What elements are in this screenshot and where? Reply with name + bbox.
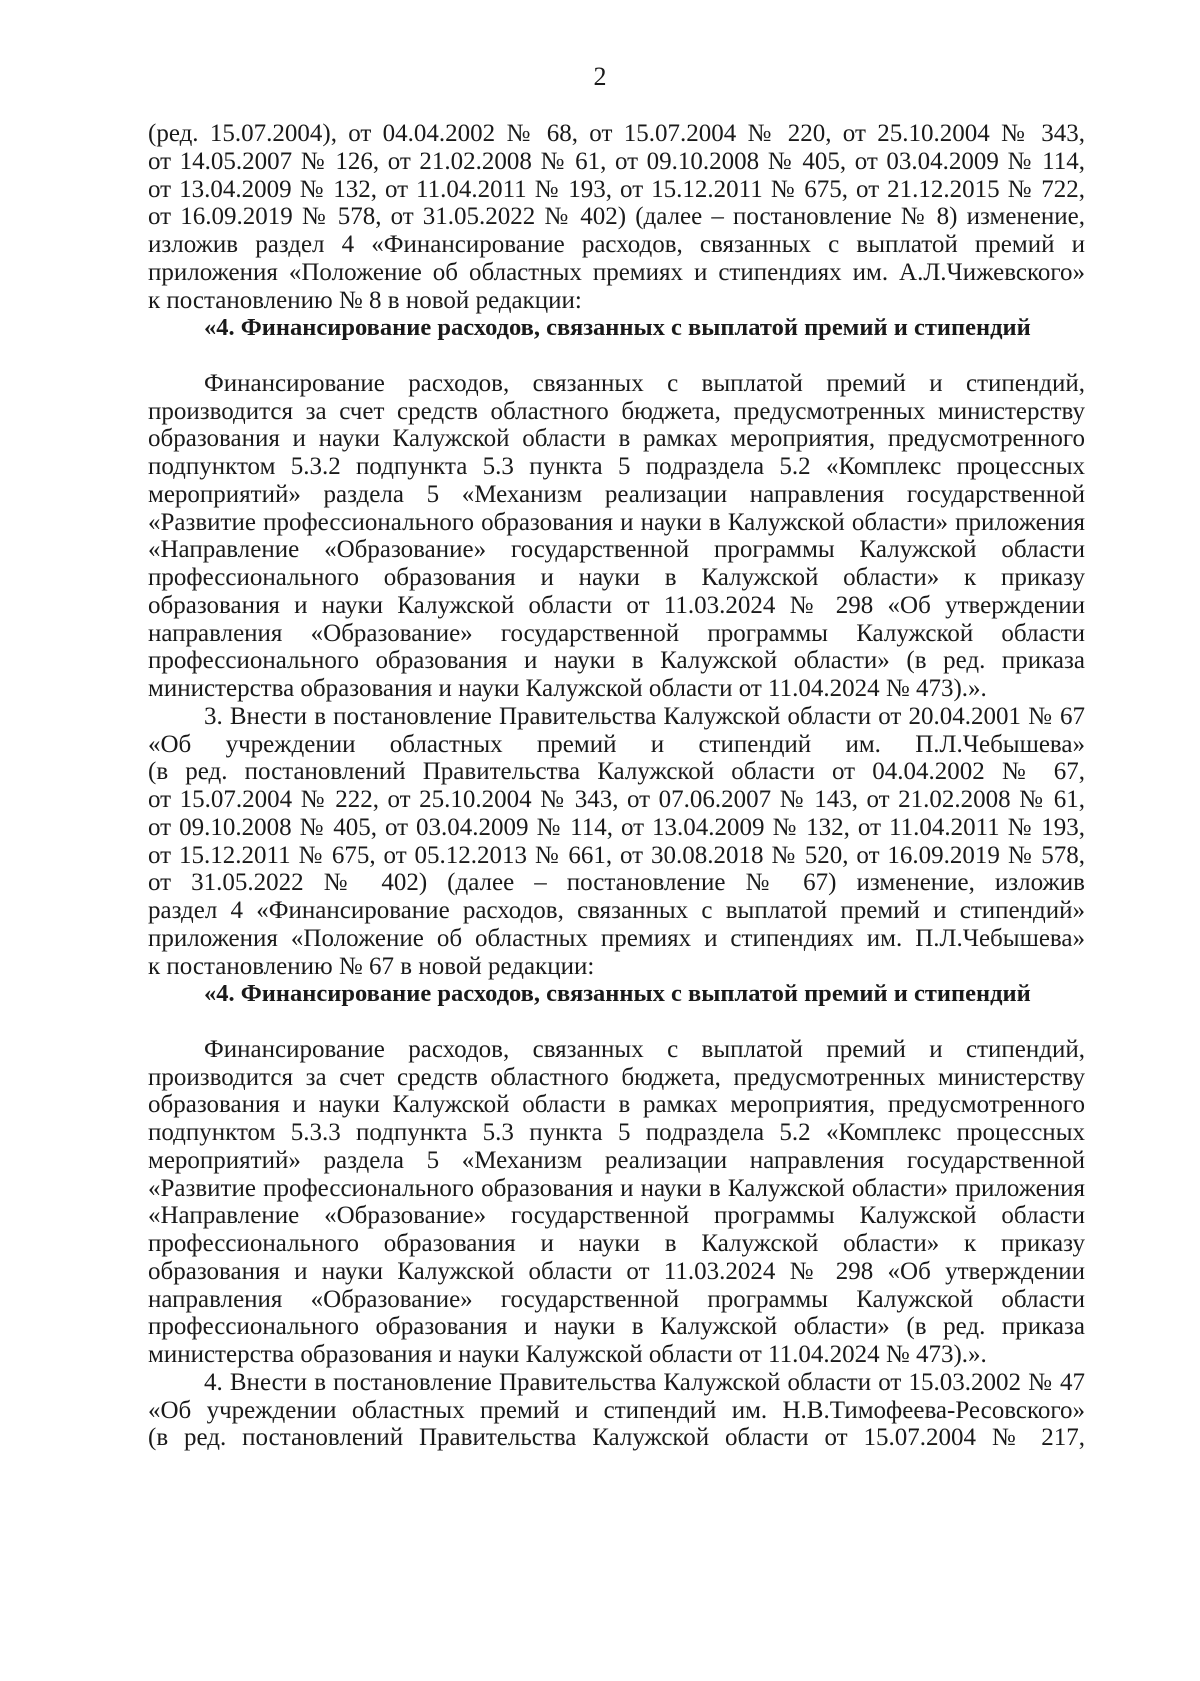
text-line: раздел 4 «Финансирование расходов, связанных с выплатой премий и стипендий»: [148, 897, 1085, 924]
paragraph-3: [148, 703, 1085, 981]
text-line: (в ред. постановлений Правительства Калужской области от 15.07.2004 № 217,: [148, 1424, 1085, 1452]
text-line: от 31.05.2022 № 402) (далее – постановление № 67) изменение, изложив: [148, 869, 1085, 897]
text-line: министерства образования и науки Калужской области от 11.04.2024 № 473).».: [148, 675, 987, 702]
text-line: министерства образования и науки Калужской области от 11.04.2024 № 473).».: [148, 1341, 987, 1368]
text-line: профессионального образования и науки в Калужской области» к приказу: [148, 564, 1085, 591]
text-line: к постановлению № 8 в новой редакции:: [148, 286, 582, 314]
text-line: направления «Образование» государственной программы Калужской области: [148, 619, 1085, 647]
text-line: от 15.12.2011 № 675, от 05.12.2013 № 661, от 30.08.2018 № 520, от 16.09.2019 № 578,: [148, 841, 1085, 869]
text-line: к постановлению № 67 в новой редакции:: [148, 952, 595, 980]
text-line: мероприятий» раздела 5 «Механизм реализации направления государственной: [148, 1146, 1085, 1174]
text-line: «Об учреждении областных премий и стипендий им. Н.В.Тимофеева-Ресовского»: [148, 1396, 1085, 1424]
text-line: Финансирование расходов, связанных с выплатой премий и стипендий,: [204, 1035, 1085, 1063]
document-body: [148, 120, 1085, 1452]
text-line: образования и науки Калужской области в рамках мероприятия, предусмотренного: [148, 1091, 1085, 1119]
section-heading: «4. Финансирование расходов, связанных с выплатой премий и стипендий: [204, 314, 1031, 342]
text-line: 4. Внести в постановление Правительства Калужской области от 15.03.2002 № 47: [204, 1368, 1085, 1396]
text-line: мероприятий» раздела 5 «Механизм реализации направления государственной: [148, 480, 1085, 508]
text-line: приложения «Положение об областных премиях и стипендиях им. А.Л.Чижевского»: [148, 258, 1085, 286]
text-line: образования и науки Калужской области от 11.03.2024 № 298 «Об утверждении: [148, 591, 1085, 619]
text-line: от 14.05.2007 № 126, от 21.02.2008 № 61, от 09.10.2008 № 405, от 03.04.2009 № 114,: [148, 147, 1085, 175]
text-line: производится за счет средств областного бюджета, предусмотренных министерству: [148, 397, 1085, 425]
section-heading: «4. Финансирование расходов, связанных с выплатой премий и стипендий: [204, 980, 1031, 1008]
text-line: изложив раздел 4 «Финансирование расходов, связанных с выплатой премий и: [148, 231, 1085, 258]
text-line: (ред. 15.07.2004), от 04.04.2002 № 68, от 15.07.2004 № 220, от 25.10.2004 № 343,: [148, 120, 1085, 147]
text-line: «Развитие профессионального образования и науки в Калужской области» приложения: [148, 508, 1085, 536]
text-line: образования и науки Калужской области в рамках мероприятия, предусмотренного: [148, 425, 1085, 453]
text-line: направления «Образование» государственной программы Калужской области: [148, 1285, 1085, 1313]
text-line: «Об учреждении областных премий и стипендий им. П.Л.Чебышева»: [148, 730, 1085, 758]
text-line: подпунктом 5.3.2 подпункта 5.3 пункта 5 подраздела 5.2 «Комплекс процессных: [148, 453, 1085, 480]
text-line: Финансирование расходов, связанных с выплатой премий и стипендий,: [204, 369, 1085, 397]
text-line: производится за счет средств областного бюджета, предусмотренных министерству: [148, 1063, 1085, 1091]
text-line: от 13.04.2009 № 132, от 11.04.2011 № 193, от 15.12.2011 № 675, от 21.12.2015 № 722,: [148, 175, 1085, 203]
text-line: 3. Внести в постановление Правительства Калужской области от 20.04.2001 № 67: [204, 702, 1085, 730]
blank-line: [148, 1008, 1085, 1036]
financing-paragraph-1: [148, 370, 1085, 703]
text-line: от 15.07.2004 № 222, от 25.10.2004 № 343, от 07.06.2007 № 143, от 21.02.2008 № 61,: [148, 786, 1085, 813]
text-line: (в ред. постановлений Правительства Калужской области от 04.04.2002 № 67,: [148, 758, 1085, 786]
text-line: «Направление «Образование» государственной программы Калужской области: [148, 536, 1085, 564]
text-line: «Направление «Образование» государственной программы Калужской области: [148, 1202, 1085, 1230]
paragraph-2-continuation: [148, 120, 1085, 314]
blank-line: [148, 342, 1085, 370]
text-line: профессионального образования и науки в Калужской области» (в ред. приказа: [148, 647, 1085, 675]
text-line: от 16.09.2019 № 578, от 31.05.2022 № 402) (далее – постановление № 8) изменение,: [148, 203, 1085, 231]
text-line: приложения «Положение об областных премиях и стипендиях им. П.Л.Чебышева»: [148, 924, 1085, 952]
text-line: «Развитие профессионального образования и науки в Калужской области» приложения: [148, 1174, 1085, 1202]
page-number: 2: [593, 62, 607, 91]
text-line: от 09.10.2008 № 405, от 03.04.2009 № 114, от 13.04.2009 № 132, от 11.04.2011 № 193,: [148, 813, 1085, 841]
text-line: профессионального образования и науки в Калужской области» к приказу: [148, 1230, 1085, 1257]
text-line: образования и науки Калужской области от 11.03.2024 № 298 «Об утверждении: [148, 1257, 1085, 1285]
text-line: подпунктом 5.3.3 подпункта 5.3 пункта 5 подраздела 5.2 «Комплекс процессных: [148, 1119, 1085, 1146]
text-line: профессионального образования и науки в Калужской области» (в ред. приказа: [148, 1313, 1085, 1341]
financing-paragraph-2: [148, 1036, 1085, 1369]
paragraph-4: [148, 1369, 1085, 1452]
